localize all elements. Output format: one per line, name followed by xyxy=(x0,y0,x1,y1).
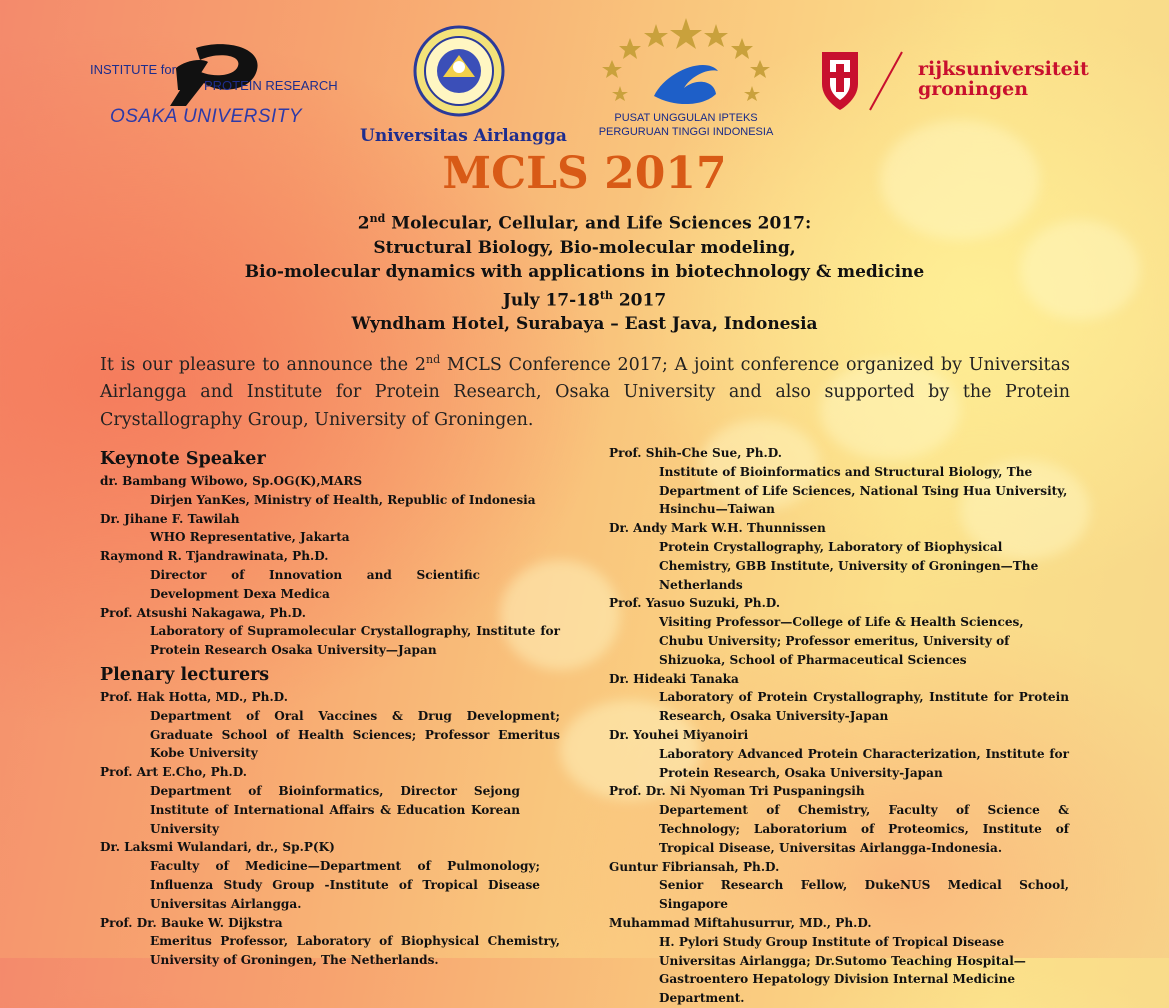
conference-date xyxy=(0,284,1169,313)
rug-line2: groningen xyxy=(918,78,1029,100)
speaker-affiliation: Laboratory of Protein Crystallography, Institute for Protein Research, Osaka University-Japan xyxy=(659,690,1069,724)
intro-sup: nd xyxy=(426,353,441,366)
stars-emblem-icon xyxy=(596,16,776,116)
speaker-affiliation: Dirjen YanKes, Ministry of Health, Republic of Indonesia xyxy=(150,492,536,507)
speaker-affiliation: Director of Innovation and Scientific Development Dexa Medica xyxy=(150,567,480,601)
speaker-name: Muhammad Miftahusurrur, MD., Ph.D. xyxy=(609,915,872,930)
date-pre: July 17-18 xyxy=(502,290,600,311)
speaker-name: Guntur Fibriansah, Ph.D. xyxy=(609,859,780,874)
speaker-name: dr. Bambang Wibowo, Sp.OG(K),MARS xyxy=(100,474,363,488)
subtitle-line3: Bio-molecular dynamics with applications in biotechnology & medicine xyxy=(244,261,925,282)
speaker-affiliation: Visiting Professor—College of Life & Health Sciences, Chubu University; Professor emeritus, University of Shizuoka, School of Pharmaceutical Sciences xyxy=(659,615,1024,667)
subtitle-line1 xyxy=(0,207,1169,236)
subtitle-ordinal: 2 xyxy=(357,213,370,234)
airlangga-seal-icon xyxy=(413,25,505,117)
speaker-name: Prof. Art E.Cho, Ph.D. xyxy=(100,765,247,780)
speaker-name: Dr. Hideaki Tanaka xyxy=(609,671,739,686)
speaker-name: Prof. Yasuo Suzuki, Ph.D. xyxy=(609,596,781,611)
speaker-name: Prof. Shih-Che Sue, Ph.D. xyxy=(609,446,782,460)
speaker-name: Raymond R. Tjandrawinata, Ph.D. xyxy=(100,549,329,564)
speaker-name: Dr. Laksmi Wulandari, dr., Sp.P(K) xyxy=(100,840,335,855)
speaker-affiliation: Protein Crystallography, Laboratory of Biophysical Chemistry, GBB Institute, University of Groningen—The Netherlands xyxy=(659,539,1039,592)
osaka-logo-line2: PROTEIN RESEARCH xyxy=(204,78,338,93)
osaka-logo-university: OSAKA UNIVERSITY xyxy=(110,106,303,127)
osaka-logo-line1: INSTITUTE for xyxy=(90,62,176,77)
conference-subtitle xyxy=(0,207,1169,336)
intro-pre: It is our pleasure to announce the 2 xyxy=(100,354,427,375)
subtitle-sup: nd xyxy=(369,212,386,225)
conference-title: MCLS 2017 xyxy=(442,148,727,199)
speaker-name: Prof. Hak Hotta, MD., Ph.D. xyxy=(100,689,288,704)
speakers-left-column xyxy=(100,446,560,970)
groningen-crest-icon xyxy=(818,44,908,114)
groningen-logo xyxy=(818,44,1088,114)
date-sup: th xyxy=(599,288,613,302)
keynote-heading: Keynote Speaker xyxy=(100,449,266,469)
pui-line1: PUSAT UNGGULAN IPTEKS xyxy=(614,112,758,124)
speaker-affiliation: Department of Bioinformatics, Director Sejong Institute of International Affairs & Education Korean University xyxy=(150,783,520,836)
subtitle-line1-text: Molecular, Cellular, and Life Sciences 2017: xyxy=(385,213,812,234)
airlangga-seal xyxy=(413,25,505,117)
speaker-name: Prof. Atsushi Nakagawa, Ph.D. xyxy=(100,605,306,620)
plenary-heading: Plenary lecturers xyxy=(100,664,270,685)
osaka-university-logo xyxy=(86,38,346,133)
speaker-affiliation: Laboratory Advanced Protein Characterization, Institute for Protein Research, Osaka University-Japan xyxy=(659,746,1069,780)
speaker-affiliation: Faculty of Medicine—Department of Pulmonology; Influenza Study Group -Institute of Tropical Disease Universitas Airlangga. xyxy=(150,859,540,911)
intro-post: MCLS Conference 2017; A joint conference organized by Universitas Airlangga and Institute for Protein Research, Osaka University and also supported by the Protein Crystallography Group, University of Groningen. xyxy=(100,354,1070,430)
rug-line1: rijksuniversiteit xyxy=(918,58,1089,80)
speaker-affiliation: H. Pylori Study Group Institute of Tropical Disease Universitas Airlangga; Dr.Sutomo Teaching Hospital—Gastroentero Hepatology Division Internal Medicine Department. xyxy=(659,934,1026,1006)
speaker-name: Dr. Jihane F. Tawilah xyxy=(100,511,240,526)
speakers-right-column xyxy=(609,444,1069,1008)
intro-paragraph xyxy=(100,346,1070,434)
speaker-name: Dr. Andy Mark W.H. Thunnissen xyxy=(609,521,826,536)
pui-logo xyxy=(596,16,776,144)
speaker-affiliation: Institute of Bioinformatics and Structural Biology, The Department of Life Sciences, National Tsing Hua University, Hsinchu—Taiwan xyxy=(659,464,1068,517)
pui-line2: PERGURUAN TINGGI INDONESIA xyxy=(598,126,774,138)
speaker-name: Prof. Dr. Bauke W. Dijkstra xyxy=(100,915,283,930)
speaker-affiliation: Emeritus Professor, Laboratory of Biophysical Chemistry, University of Groningen, The Netherlands. xyxy=(150,934,560,968)
speaker-affiliation: Departement of Chemistry, Faculty of Science & Technology; Laboratorium of Proteomics, Institute of Tropical Disease, Universitas Airlangga-Indonesia. xyxy=(659,803,1069,855)
speaker-affiliation: WHO Representative, Jakarta xyxy=(150,530,350,545)
subtitle-line2: Structural Biology, Bio-molecular modeling, xyxy=(373,237,796,258)
conference-venue: Wyndham Hotel, Surabaya – East Java, Indonesia xyxy=(351,314,818,335)
date-post: 2017 xyxy=(612,290,667,311)
speaker-affiliation: Senior Research Fellow, DukeNUS Medical School, Singapore xyxy=(659,878,1069,912)
speaker-name: Prof. Dr. Ni Nyoman Tri Puspaningsih xyxy=(609,784,865,799)
speaker-name: Dr. Youhei Miyanoiri xyxy=(609,727,749,742)
airlangga-name: Universitas Airlangga xyxy=(360,126,567,146)
speaker-affiliation: Department of Oral Vaccines & Drug Development; Graduate School of Health Sciences; Professor Emeritus Kobe University xyxy=(150,708,560,761)
speaker-affiliation: Laboratory of Supramolecular Crystallography, Institute for Protein Research Osaka University—Japan xyxy=(150,624,560,658)
